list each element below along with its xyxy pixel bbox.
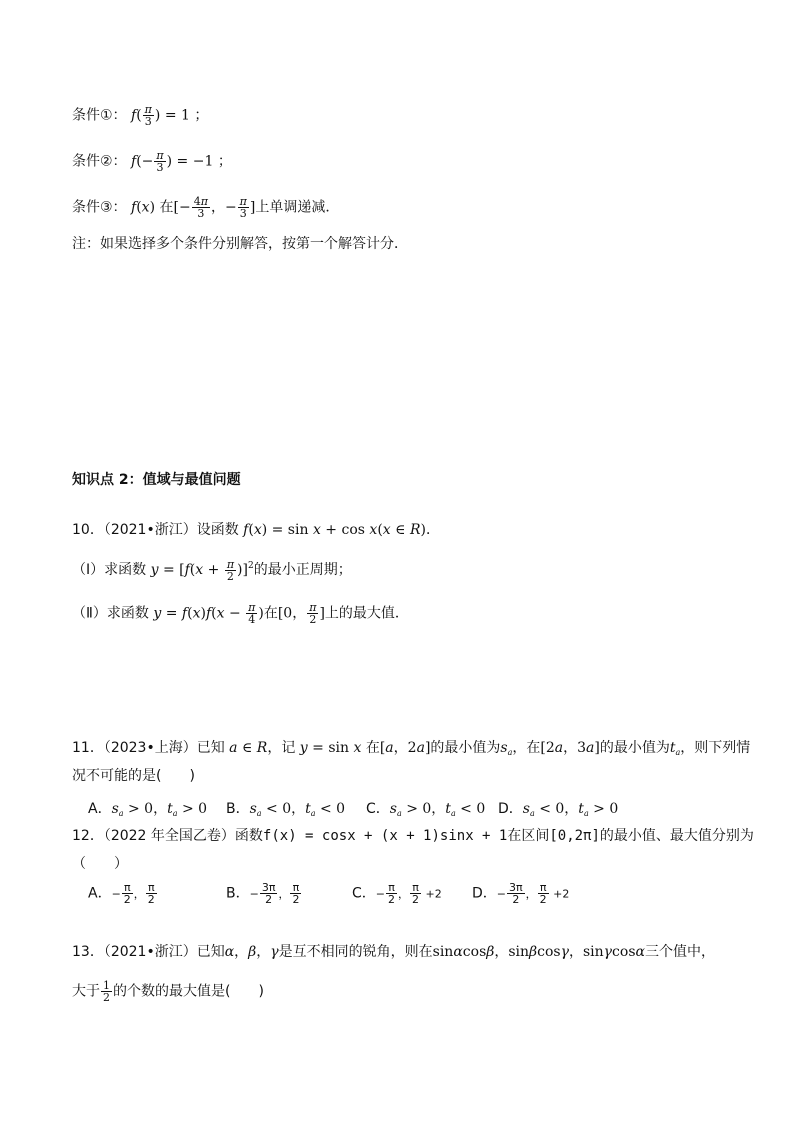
q11-option-a[interactable]: A．$s_a > 0$，$t_a > 0$ xyxy=(88,801,208,818)
q11-option-d[interactable]: D．$s_a < 0$，$t_a > 0$ xyxy=(498,801,619,818)
condition-1: 条件①： f( $\frac{\pi}{3}$ ) = 1 ； xyxy=(72,103,209,128)
q11-option-c[interactable]: C．$s_a > 0$，$t_a < 0$ xyxy=(366,801,486,818)
q12-option-a[interactable]: A．− $\frac{\pi}{2}$ ， $\frac{\pi}{2}$ xyxy=(88,881,155,906)
question-13-line-2: 大于 $\frac{1}{2}$ 的个数的最大值是( ) xyxy=(72,979,264,1004)
question-13: 13．（2021•浙江）已知α，β，γ是互不相同的锐角，则在sinαcosβ，sinβcosγ，sinγcosα三个值中， xyxy=(72,944,715,960)
question-12-line-2: （ ） xyxy=(72,856,128,872)
section-title: 知识点 2：值域与最值问题 xyxy=(72,472,241,488)
note-text: 注：如果选择多个条件分别解答，按第一个解答计分． xyxy=(72,236,408,252)
q12-option-d[interactable]: D．− $\frac{3\pi}{2}$ ， $\frac{\pi}{2}$ +2 xyxy=(472,881,570,906)
question-11: 11．（2023•上海）已知 a ∈ R，记 y = sin x 在[a，2a]的最小值为$s_a$，在[2a，3a]的最小值为$t_a$，则下列情 xyxy=(72,740,751,757)
condition-2: 条件②： f(− $\frac{\pi}{3}$ ) = −1 ； xyxy=(72,149,232,174)
q12-option-b[interactable]: B．− $\frac{3\pi}{2}$ ， $\frac{\pi}{2}$ xyxy=(226,881,300,906)
q12-option-c[interactable]: C．− $\frac{\pi}{2}$ ， $\frac{\pi}{2}$ +2 xyxy=(352,881,442,906)
question-12: 12．（2022 年全国乙卷）函数f(x) = cosx + (x + 1)sinx + 1在区间[0,2π]的最小值、最大值分别为 xyxy=(72,828,754,844)
condition-3: 条件③： f(x) 在[− $\frac{4\pi}{3}$ ，− $\frac{\pi}{3}$ ]上单调递减． xyxy=(72,195,340,220)
question-10-part-2: （Ⅱ）求函数 y = f(x)f(x − $\frac{\pi}{4}$ )在[0， $\frac{\pi}{2}$ ]上的最大值． xyxy=(72,601,409,626)
q11-option-b[interactable]: B．$s_a < 0$，$t_a < 0$ xyxy=(226,801,346,818)
question-10: 10．（2021•浙江）设函数 f(x) = sin x + cos x(x ∈ R)． xyxy=(72,522,440,538)
question-10-part-1: （Ⅰ）求函数 y = [f(x + $\frac{\pi}{2}$ )]$^2$的最小正周期； xyxy=(72,557,352,583)
question-11-line-2: 况不可能的是( ) xyxy=(72,768,195,784)
